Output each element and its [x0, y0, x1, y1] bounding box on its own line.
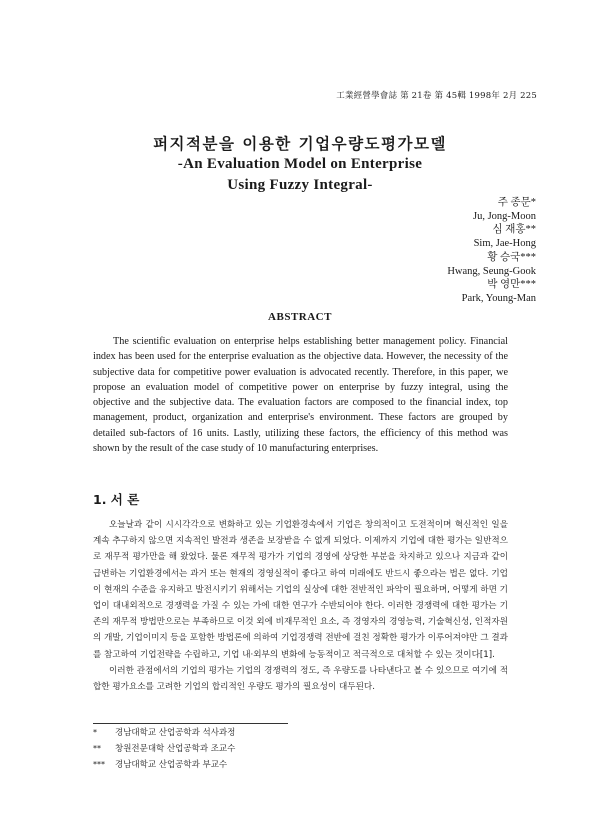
footnote-mark: **: [93, 744, 101, 753]
footnote-row: [93, 741, 235, 757]
author-korean-name: 박 영만***: [487, 279, 536, 291]
author-english-name: Park, Young-Man: [461, 292, 536, 304]
author-list: [447, 196, 536, 306]
footnote-mark: ***: [93, 760, 105, 769]
author-korean-name: 황 승국***: [487, 251, 536, 263]
intro-paragraph-2: 이러한 관점에서의 기업의 평가는 기업의 경쟁력의 정도, 즉 우량도를 나타낸다고 볼 수 있으므로 여기에 적합한 평가요소를 고려한 기업의 합리적인 우량도 평가의 필요성이 대두된다.: [93, 665, 508, 693]
author-korean-name: 심 재홍**: [492, 224, 536, 236]
author-korean-name: 주 종문*: [497, 197, 536, 208]
footnote-divider: [93, 723, 288, 724]
author-english-name: Hwang, Seung-Gook: [447, 265, 536, 277]
abstract-heading: ABSTRACT: [268, 311, 332, 323]
title-english-line1: -An Evaluation Model on Enterprise: [177, 156, 423, 172]
intro-paragraph-1: 오늘날과 같이 시시각각으로 변화하고 있는 기업환경속에서 기업은 창의적이고 도전적이며 혁신적인 일을 계속 추구하지 않으면 지속적인 발전과 생존을 보장받을 수 없게 되었다. 이제까지 기업에 대한 평가는 일반적으로 재무적 평가만을 해 왔었다. 물론 재무적 평가가 기업의 경영에 상당한 부분을 차지하고 있으나 지금과 같이 급변하는 기업환경에서는 과거 또는 현재의 경영실적이 좋다고 하여 미래에도 반드시 좋으라는 법은 없다. 기업이 현재의 수준을 유지하고 발전시키기 위해서는 기업의 실상에 대한 전반적인 파악이 필요하며, 어떻게 하면 기업이 대내외적으로 경쟁력을 가질 수 있는 가에 대한 연구가 수반되어야 한다. 이러한 경쟁력에 대한 평가는 기존의 재무적 방법만으로는 부족하므로 이것 외에 비재무적인 요소, 즉 경영자의 경영능력, 기술혁신성, 인적자원의 개발, 기업이미지 등을 포함한 방법론에 의하여 기업경쟁력 전반에 걸친 정확한 평가가 이루어져야만 그 결과를 참고하여 기업전략을 수립하고, 기업 내·외부의 변화에 능동적이고 적극적으로 대처할 수 있는 것이다[1].: [93, 520, 508, 660]
author-english-name: Ju, Jong-Moon: [472, 210, 536, 222]
title-korean: 퍼지적분을 이용한 기업우량도평가모델: [153, 134, 447, 153]
abstract-text: The scientific evaluation on enterprise helps establishing better management policy. Financial index has been used for the enterprise evaluation as the objective data. However, the necessity of the subjective data for competitive power evaluation is advocated recently. Therefore, in this paper, we propose an evaluation model of competitive power on enterprise by fuzzy integral, using the objective and the subjective data. The evaluation factors are composed to the financial index, top management, product, organization and enterprise's environment. These factors are grouped by detailed sub-factors of 16 units. Lastly, utilizing these factors, the efficiency of this method was shown by the result of the case study of 10 manufacturing enterprises.: [93, 336, 508, 455]
title-english-line2: Using Fuzzy Integral-: [227, 177, 373, 193]
footnote-row: [93, 725, 235, 741]
footnote-text: 창원전문대학 산업공학과 조교수: [115, 744, 236, 754]
introduction-body: [93, 517, 508, 695]
footnote-row: [93, 757, 235, 773]
section-heading: 1. 서 론: [93, 492, 140, 507]
footnotes: [93, 725, 235, 773]
footnote-text: 경남대학교 산업공학과 석사과정: [115, 728, 236, 738]
title-block: [0, 134, 600, 196]
footnote-text: 경남대학교 산업공학과 부교수: [115, 760, 228, 770]
author-english-name: Sim, Jae-Hong: [473, 238, 536, 250]
footnote-mark: *: [93, 728, 97, 737]
journal-header: 工業經營學會誌 第 21卷 第 45輯 1998年 2月 225: [336, 91, 537, 101]
